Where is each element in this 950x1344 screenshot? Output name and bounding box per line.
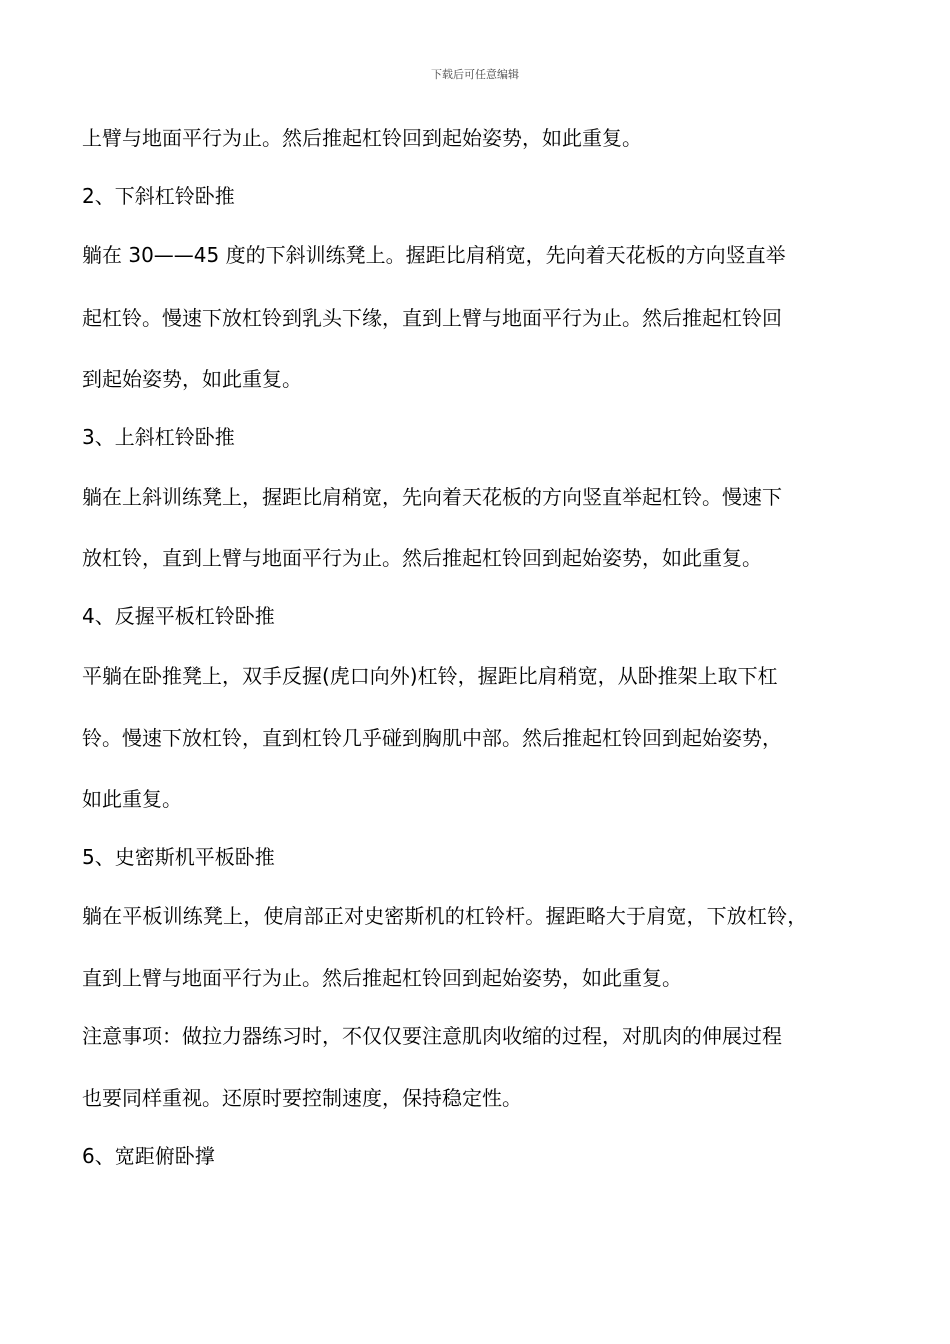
section-heading: 3、上斜杠铃卧推 bbox=[82, 425, 235, 449]
section-heading: 6、宽距俯卧撑 bbox=[82, 1144, 215, 1168]
paragraph-line: 躺在平板训练凳上，使肩部正对史密斯机的杠铃杆。握距略大于肩宽，下放杠铃， bbox=[82, 904, 808, 928]
paragraph-line: 起杠铃。慢速下放杠铃到乳头下缘，直到上臂与地面平行为止。然后推起杠铃回 bbox=[82, 306, 782, 330]
paragraph-line: 也要同样重视。还原时要控制速度，保持稳定性。 bbox=[82, 1086, 522, 1110]
page-header: 下载后可任意编辑 bbox=[431, 68, 519, 81]
paragraph-line: 躺在 30——45 度的下斜训练凳上。握距比肩稍宽，先向着天花板的方向竖直举 bbox=[82, 243, 786, 267]
section-heading: 2、下斜杠铃卧推 bbox=[82, 184, 235, 208]
paragraph-line: 如此重复。 bbox=[82, 787, 182, 811]
section-heading: 5、史密斯机平板卧推 bbox=[82, 845, 275, 869]
paragraph-line: 直到上臂与地面平行为止。然后推起杠铃回到起始姿势，如此重复。 bbox=[82, 966, 682, 990]
paragraph-line: 注意事项：做拉力器练习时，不仅仅要注意肌肉收缩的过程，对肌肉的伸展过程 bbox=[82, 1024, 782, 1048]
section-heading: 4、反握平板杠铃卧推 bbox=[82, 604, 275, 628]
paragraph-line: 上臂与地面平行为止。然后推起杠铃回到起始姿势，如此重复。 bbox=[82, 126, 642, 150]
paragraph-line: 到起始姿势，如此重复。 bbox=[82, 367, 302, 391]
paragraph-line: 放杠铃，直到上臂与地面平行为止。然后推起杠铃回到起始姿势，如此重复。 bbox=[82, 546, 762, 570]
paragraph-line: 躺在上斜训练凳上，握距比肩稍宽，先向着天花板的方向竖直举起杠铃。慢速下 bbox=[82, 485, 782, 509]
paragraph-line: 平躺在卧推凳上，双手反握(虎口向外)杠铃，握距比肩稍宽，从卧推架上取下杠 bbox=[82, 664, 778, 688]
paragraph-line: 铃。慢速下放杠铃，直到杠铃几乎碰到胸肌中部。然后推起杠铃回到起始姿势， bbox=[82, 726, 782, 750]
